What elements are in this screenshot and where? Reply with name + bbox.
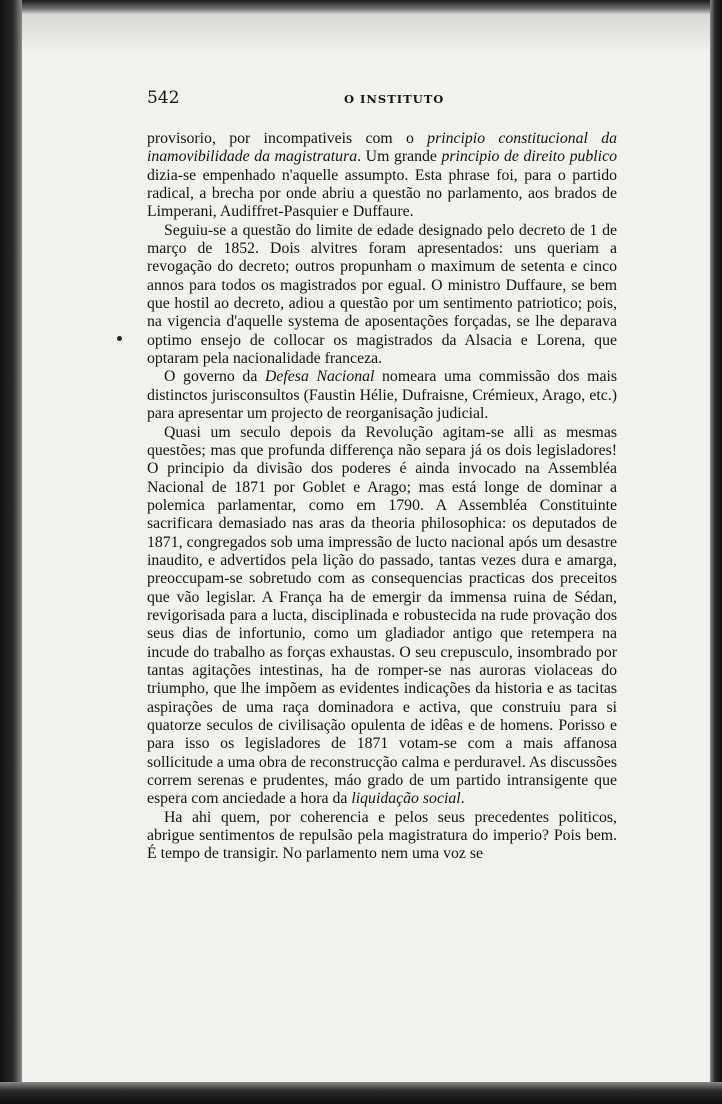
paragraph-5: Ha ahi quem, por coherencia e pelos seus precedentes politicos, abrigue sentimentos de repulsão pela magistratura do imperio? Pois bem. É tempo de transigir. No parlamento nem uma voz se [147,808,617,863]
scan-edge-left [0,0,22,1104]
scan-edge-right [710,0,722,1104]
scan-edge-bottom [0,1082,722,1104]
paragraph-1 [147,130,617,222]
margin-ink-dot [117,336,122,341]
page-number: 542 [147,88,180,108]
page-stain [22,14,710,54]
body-text [147,130,617,864]
running-title: O INSTITUTO [344,92,445,106]
paragraph-2: Seguiu-se a questão do limite de edade designado pelo decreto de 1 de março de 1852. Dois alvitres foram apresentados: uns queriam a revogação do decreto; outros propunham o maximum de setenta e cinco annos para todos os magistrados por egual. O ministro Duffaure, se bem que hostil ao decreto, adiou a questão por um sentimento patriotico; pois, na vigencia d'aquelle systema de aposentações forçadas, se lhe deparava optimo ensejo de collocar os magistrados da Alsacia e Lorena, que optaram pela nacionalidade franceza. [147,221,617,368]
page-header [147,88,617,112]
paragraph-3-text-a: O governo da [164,368,265,386]
paragraph-1-italic-b: principio constitucional da inamovibilidade da magistratura [147,130,617,166]
paragraph-4-text-a: Quasi um seculo depois da Revolução agitam-se alli as mesmas questões; mas que profunda differença não separa já os dois legisladores! O principio da divisão dos poderes é ainda invocado na Assembléa Nacional de 1871 por Goblet e Arago; mas está longe de dominar a polemica parlamentar, como em 1790. A Assembléa Constituinte sacrificara demasiado nas aras da theoria philosophica: os deputados de 1871, congregados sob uma impressão de lucto nacional após um desastre inaudito, e advertidos pela lição do passado, tantas vezes dura e amarga, preoccupam-se sobretudo com as consequencias practicas dos preceitos que vão legislar. A França ha de emergir da immensa ruina de Sédan, revigorisada para a lucta, disciplinada e robustecida na rude provação dos seus dias de infortunio, como um gladiador antigo que retempera na incude do trabalho as forças exhaustas. O seu crepusculo, insombrado por tantas agitações intestinas, ha de romper-se nas auroras violaceas do triumpho, que lhe impõem as evidentes indicações da historia e as tacitas aspirações de uma raça dominadora e activa, que construiu para si quatorze seculos de civilisação opulenta de idêas e de homens. Porisso e para isso os legisladores de 1871 votam-se com a mais affanosa sollicitude a uma obra de reconstrucção calma e perduravel. As discussões correm serenas e prudentes, máo grado de um partido intransigente que espera com anciedade a hora da [147,423,617,808]
paragraph-4 [147,424,617,809]
paragraph-1-text-c: . Um grande [357,148,442,166]
paragraph-3-text-c: nomeara uma commissão dos mais distinctos jurisconsultos (Faustin Hélie, Dufraisne, Crémieux, Arago, etc.) para apresentar um projecto de reorganisação judicial. [147,368,617,423]
scan-edge-top [0,0,722,14]
paragraph-1-italic-d: principio de direito publico [441,148,617,166]
paragraph-3-italic-b: Defesa Nacional [264,368,375,386]
paragraph-1-text-a: provisorio, por incompativeis com o [147,130,428,147]
paragraph-4-text-c: . [460,790,465,808]
paragraph-1-text-e: dizia-se empenhado n'aquelle assumpto. Esta phrase foi, para o partido radical, a brecha por onde abriu a questão no parlamento, aos brados de Limperani, Audiffret-Pasquier e Duffaure. [147,166,617,221]
paragraph-3 [147,368,617,423]
paragraph-4-italic-b: liquidação social [351,790,461,808]
